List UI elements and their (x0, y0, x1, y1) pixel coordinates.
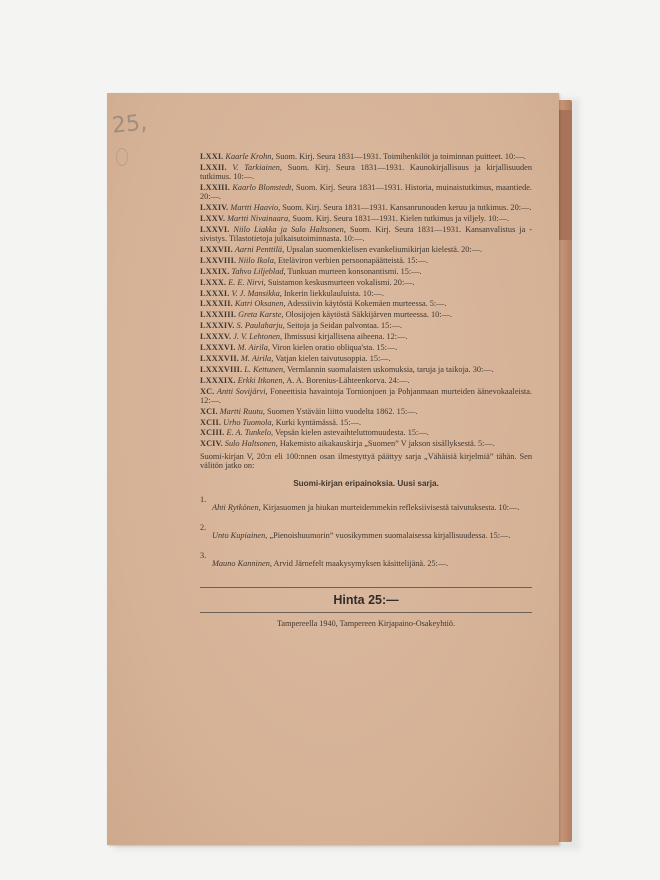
entries-list (200, 152, 532, 449)
item-author: Mauno Kanninen, (212, 559, 272, 568)
item-author: Martti Haavio, (230, 203, 281, 213)
item-author: S. Paulaharju, (236, 321, 285, 331)
list-item (200, 214, 532, 223)
item-author: Urho Tuomola, (223, 417, 274, 427)
item-author: Kaarlo Blomstedt, (232, 182, 294, 192)
item-number: LXXI. (200, 152, 224, 161)
item-text: Olosijojen käytöstä Säkkijärven murteessa. 10:—. (285, 310, 452, 320)
item-text: Vepsän kielen astevaihteluttomuudesta. 15:—. (275, 428, 429, 438)
item-author: Martti Ruutu, (219, 406, 265, 416)
item-author: E. A. Tunkelo, (226, 428, 274, 438)
item-text: Vatjan kielen taivutusoppia. 15:—. (275, 353, 391, 363)
list-item (200, 387, 532, 405)
item-author: Niilo Liakka ja Sulo Haltsonen, (233, 224, 346, 234)
section-title: Suomi-kirjan eripainoksia. Uusi sarja. (293, 478, 439, 488)
item-text: Viron kielen oratio obliqua'sta. 15:—. (271, 342, 398, 352)
item-text: A. A. Borenius-Lähteenkorva. 24:—. (286, 375, 410, 385)
list-item (200, 407, 532, 416)
item-text: Seitoja ja Seidan palvontaa. 15:—. (286, 321, 402, 331)
item-number: LXXIV. (200, 203, 229, 213)
item-author: M. Airila, (237, 342, 270, 352)
list-item (200, 439, 532, 448)
item-author: Unto Kupiainen, (212, 531, 268, 541)
item-text: Ihmissusi kirjallisena aiheena. 12:—. (284, 332, 408, 342)
list-item (200, 289, 532, 298)
item-text: Suom. Kirj. Seura 1831—1931. Kansanvalistus ja -sivistys. Tilastotietoja julkaisutoiminnasta. 10:—. (200, 224, 533, 244)
list-item (200, 365, 532, 374)
pencil-mark (116, 148, 128, 166)
item-text: Eteläviron verbien persoonapäätteistä. 15:—. (278, 255, 429, 265)
item-author: J. V. Lehtonen, (233, 332, 283, 342)
publication-list (200, 152, 532, 628)
series-item (200, 495, 532, 521)
item-text: Inkerin liekkulauluista. 10:—. (283, 288, 384, 298)
item-text: „Pienoishuumorin” vuosikymmen suomalaisessa kirjallisuudessa. 15:—. (269, 531, 511, 541)
list-item (200, 278, 532, 287)
item-number: LXXIII. (200, 182, 230, 192)
divider (200, 587, 532, 588)
list-item (200, 343, 532, 352)
item-author: Sulo Haltsonen, (224, 439, 278, 449)
item-number: XCIII. (200, 428, 225, 438)
item-number: LXXVIII. (200, 255, 237, 265)
item-text: Hakemisto aikakauskirja „Suomen” V jakson sisällyksestä. 5:—. (279, 439, 495, 449)
item-text: Suom. Kirj. Seura 1831—1931. Historia, muinaistutkimus, maantiede. 20:—. (200, 182, 533, 202)
list-item (200, 256, 532, 265)
item-author: V. Tarkiainen, (232, 162, 282, 172)
item-author: Kaarle Krohn, (225, 152, 274, 161)
list-item (200, 225, 532, 243)
list-item (200, 245, 532, 254)
item-author: Greta Karste, (238, 310, 284, 320)
item-text: Suom. Kirj. Seura 1831—1931. Toimihenkilöt ja toiminnan puitteet. 10:—. (275, 152, 526, 161)
item-number: LXXV. (200, 213, 226, 223)
item-number: 1. (200, 495, 207, 505)
item-author: Katri Oksanen, (234, 299, 286, 309)
item-author: Aarni Penttilä, (234, 244, 285, 254)
item-number: LXXXII. (200, 299, 233, 309)
item-text: Tunkuan murteen konsonantismi. 15:—. (287, 266, 422, 276)
item-author: Ahti Rytkönen, (212, 503, 261, 513)
item-text: Upsalan suomenkielisen evankeliumikirjan kielestä. 20:—. (286, 244, 483, 254)
item-author: L. Kettunen, (244, 364, 286, 374)
item-number: LXXXIV. (200, 321, 235, 331)
list-item (200, 428, 532, 437)
list-item (200, 163, 532, 181)
list-item (200, 267, 532, 276)
list-item (200, 183, 532, 201)
item-number: LXXVI. (200, 224, 230, 234)
item-number: XC. (200, 386, 215, 396)
closing-paragraph: Suomi-kirjan V, 20:n eli 100:nnen osan ilmestyttyä päättyy sarja „Vähäisiä kirjelmiä” tähän. Sen välitön jatko on: (200, 451, 532, 470)
item-number: LXXXV. (200, 332, 232, 342)
item-text: Foneettisia havaintoja Tornionjoen ja Pohjanmaan murteiden äänevokaaleista. 12:—. (200, 386, 532, 405)
list-item (200, 418, 532, 427)
list-item (200, 332, 532, 341)
item-text: Suom. Kirj. Seura 1831—1931. Kansanrunouden keruu ja tutkimus. 20:—. (282, 203, 532, 213)
item-number: LXXXI. (200, 288, 230, 298)
imprint: Tampereella 1940, Tampereen Kirjapaino-Osakeyhtiö. (276, 618, 456, 628)
item-author: Tahvo Liljeblad, (231, 266, 286, 276)
item-text: Suom. Kirj. Seura 1831—1931. Kaunokirjallisuus ja kirjallisuuden tutkimus. 10:—. (200, 162, 532, 182)
series-item (200, 551, 532, 577)
list-item (200, 310, 532, 319)
item-author: Martti Nivainaara, (227, 213, 291, 223)
item-number: 2. (200, 522, 207, 532)
item-number: LXXVII. (200, 244, 233, 254)
item-author: Niilo Ikola, (238, 255, 276, 265)
item-author: E. E. Nirvi, (228, 277, 266, 287)
item-number: LXXIX. (200, 266, 230, 276)
item-text: Kurki kyntämässä. 15:—. (275, 417, 362, 427)
item-author: Antti Sovijärvi, (216, 386, 268, 396)
item-text: Arvid Järnefelt maakysymyksen käsittelijänä. 25:—. (273, 559, 449, 568)
list-item (200, 354, 532, 363)
divider (200, 612, 532, 613)
item-text: Suistamon keskusmurteen vokalismi. 20:—. (267, 277, 415, 287)
list-item (200, 376, 532, 385)
list-item (200, 203, 532, 212)
item-author: V. J. Mansikka, (231, 288, 282, 298)
series-item (200, 523, 532, 549)
item-number: LXXXIX. (200, 375, 236, 385)
price: Hinta 25:— (333, 592, 399, 607)
item-number: LXXXIII. (200, 310, 237, 320)
item-number: LXXX. (200, 277, 227, 287)
item-number: LXXXVI. (200, 342, 236, 352)
item-number: 3. (200, 550, 207, 560)
item-author: Erkki Itkonen, (237, 375, 285, 385)
new-series-list (200, 495, 532, 576)
item-number: LXXXVII. (200, 353, 239, 363)
list-item (200, 299, 532, 308)
pencil-annotation: 25, (110, 110, 149, 139)
item-text: Vermlannin suomalaisten uskomuksia, taruja ja taikoja. 30:—. (286, 364, 494, 374)
item-number: XCII. (200, 417, 222, 427)
list-item (200, 152, 532, 161)
list-item (200, 321, 532, 330)
item-number: XCIV. (200, 439, 223, 449)
item-number: LXXXVIII. (200, 364, 243, 374)
item-author: M. Airila, (240, 353, 274, 363)
item-number: LXXII. (200, 162, 227, 172)
item-text: Suom. Kirj. Seura 1831—1931. Kielen tutkimus ja viljely. 10:—. (292, 213, 510, 223)
item-text: Kirjasuomen ja hiukan murteidemmekin refleksiivisestä taivutuksesta. 10:—. (262, 503, 520, 513)
item-number: XCI. (200, 406, 218, 416)
item-text: Suomen Ystäväin liitto vuodelta 1862. 15:—. (267, 406, 418, 416)
item-text: Adessiivin käytöstä Kokemäen murteessa. 5:—. (287, 299, 447, 309)
